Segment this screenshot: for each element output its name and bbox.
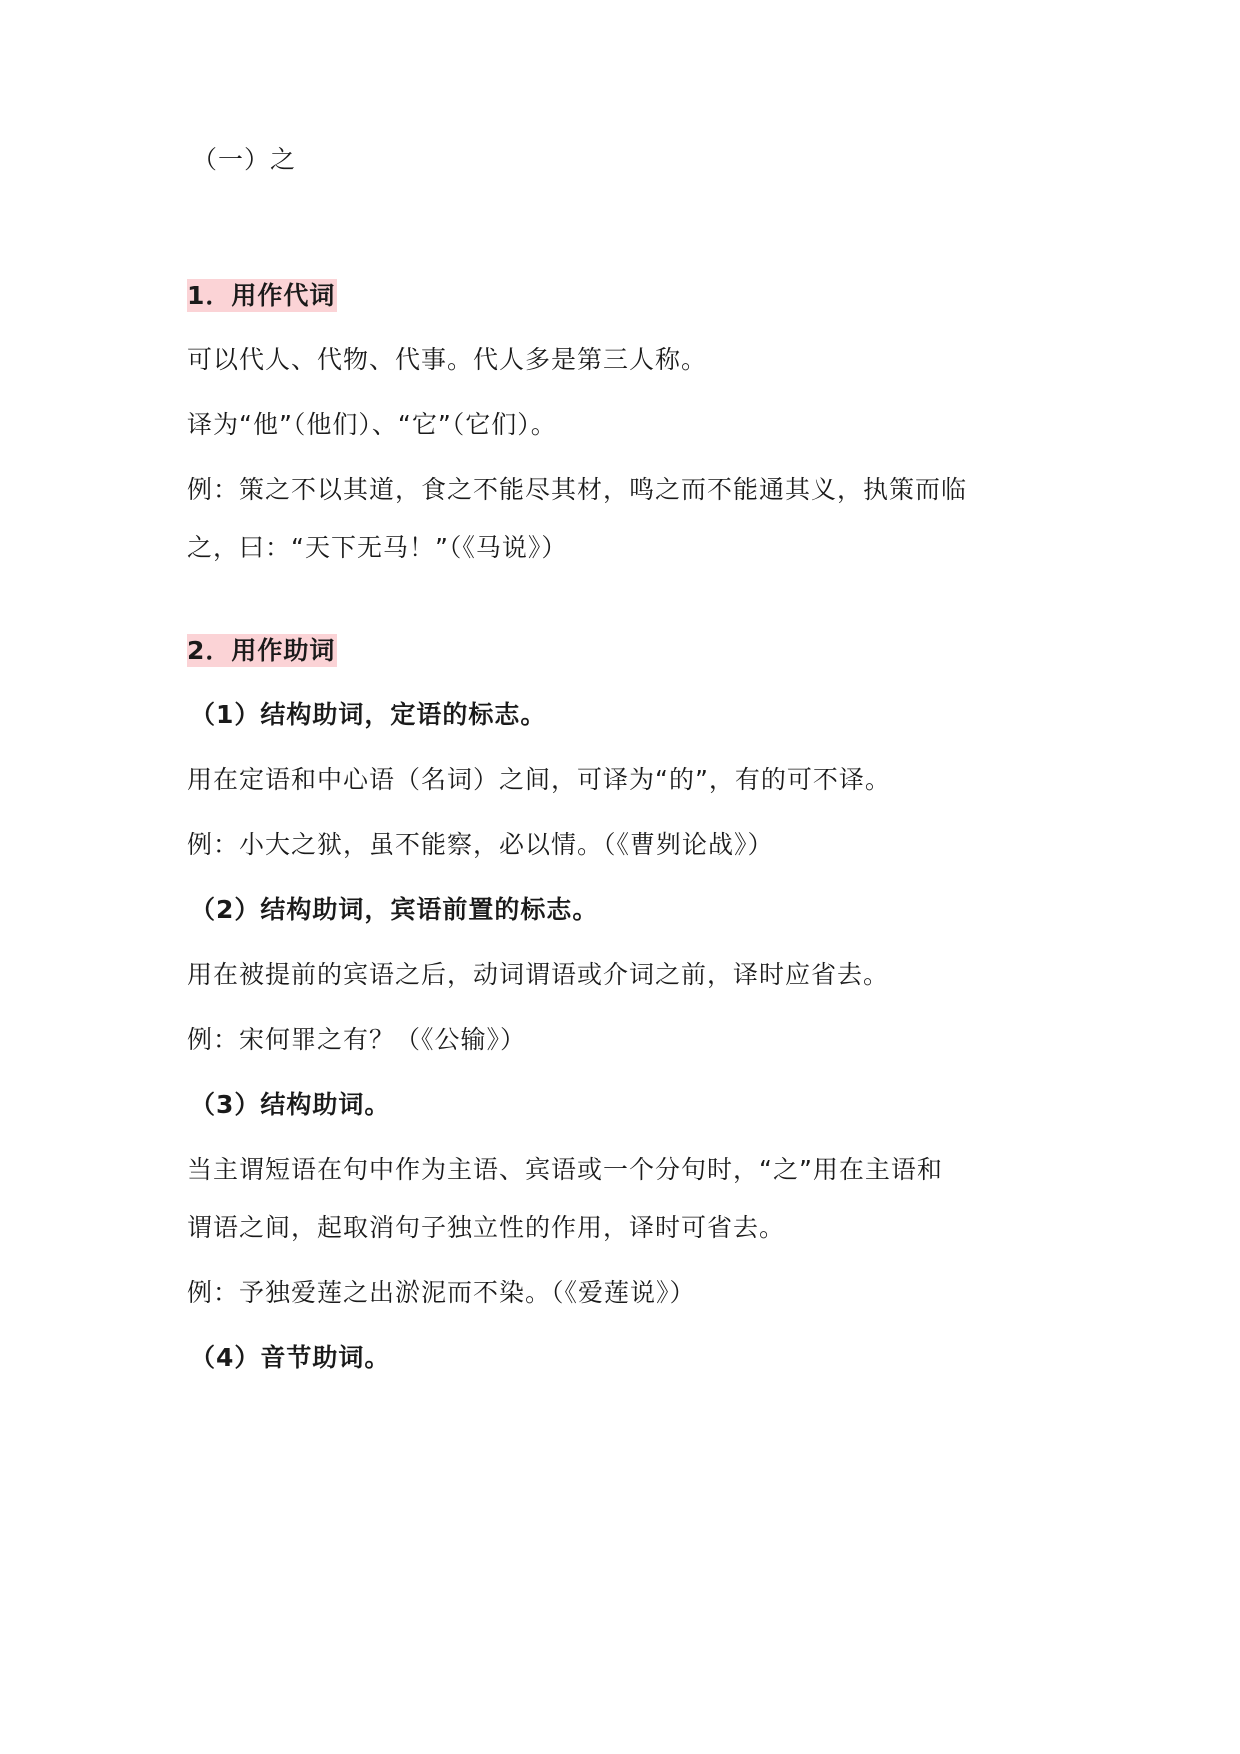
paragraph-line: 用在被提前的宾语之后，动词谓语或介词之前，译时应省去。 (187, 960, 890, 989)
example-line: 例：予独爱莲之出淤泥而不染。（《爱莲说》） (187, 1278, 696, 1307)
paragraph-line: 谓语之间，起取消句子独立性的作用，译时可省去。 (187, 1213, 786, 1242)
section-heading-particle (187, 633, 1067, 669)
section-heading-pronoun-label: 1．用作代词 (187, 281, 336, 310)
subsection-heading: （2）结构助词，宾语前置的标志。 (190, 895, 599, 924)
example-line: 例：策之不以其道，食之不能尽其材，鸣之而不能通其义，执策而临 (187, 475, 968, 504)
section-heading-particle-label: 2．用作助词 (187, 636, 336, 665)
section-heading-pronoun (187, 278, 1067, 314)
example-line: 例：小大之狱，虽不能察，必以情。（《曹刿论战》） (187, 830, 774, 859)
subsection-heading: （1）结构助词，定语的标志。 (190, 700, 547, 729)
page-title: （一）之 (192, 145, 297, 174)
paragraph-line: 可以代人、代物、代事。代人多是第三人称。 (187, 345, 708, 374)
example-line: 之，曰：“天下无马！”（《马说》） (187, 533, 568, 562)
paragraph-line: 当主谓短语在句中作为主语、宾语或一个分句时，“之”用在主语和 (187, 1155, 943, 1184)
paragraph-line: 用在定语和中心语（名词）之间，可译为“的”，有的可不译。 (187, 765, 891, 794)
paragraph-line: 译为“他”（他们）、“它”（它们）。 (187, 410, 557, 439)
subsection-heading: （3）结构助词。 (190, 1090, 391, 1119)
example-line: 例：宋何罪之有？（《公输》） (187, 1025, 527, 1054)
subsection-heading: （4）音节助词。 (190, 1343, 391, 1372)
